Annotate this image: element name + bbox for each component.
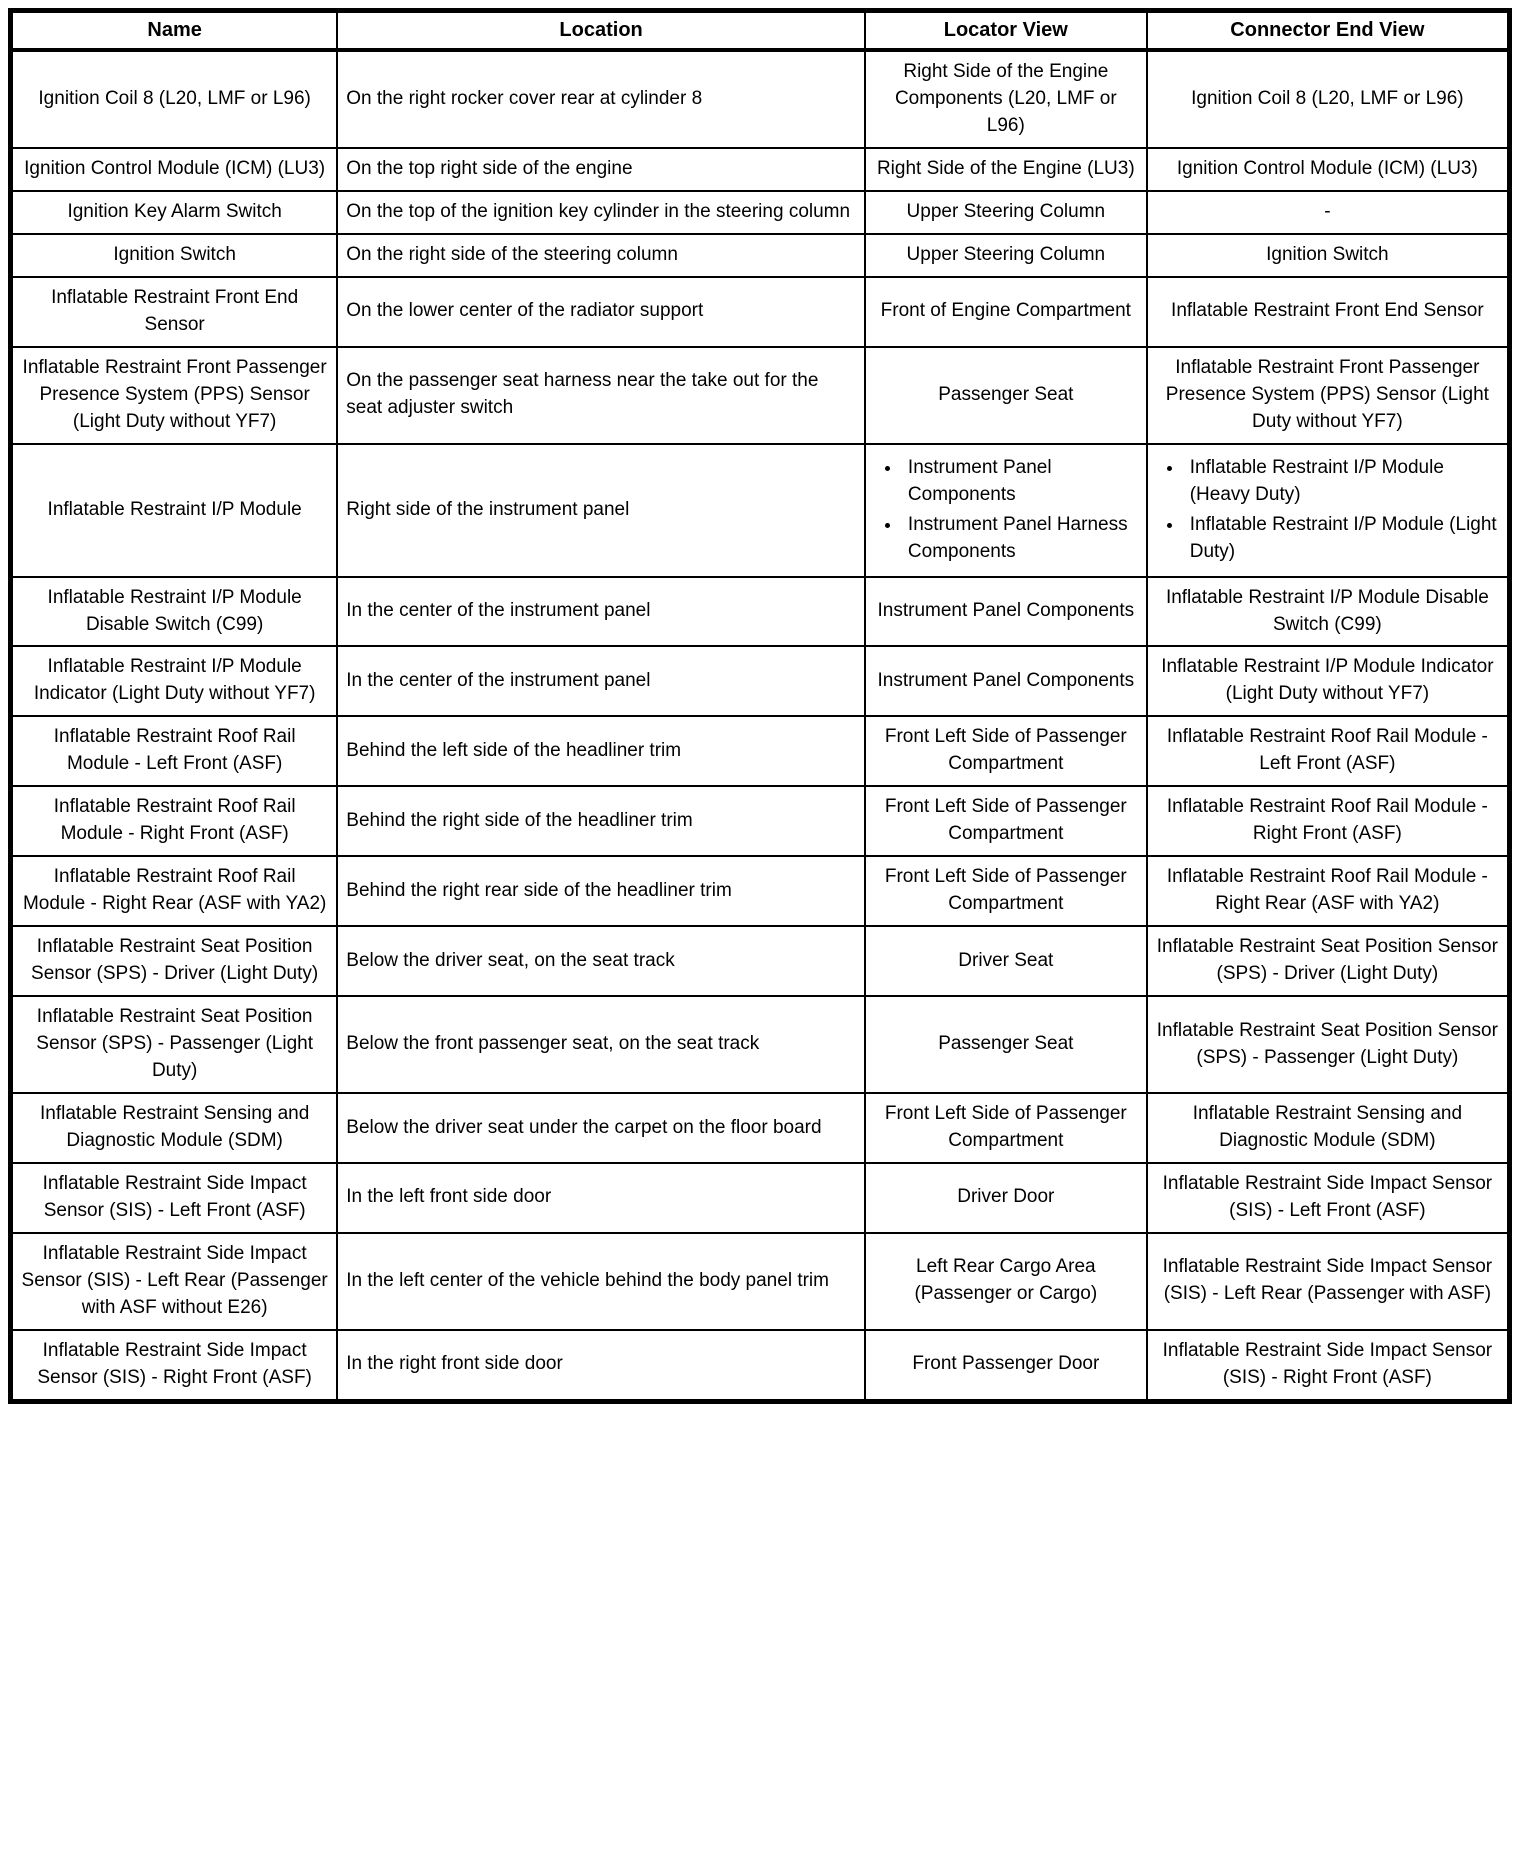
cell-name: Inflatable Restraint Front Passenger Presence System (PPS) Sensor (Light Duty without YF7)	[11, 347, 338, 444]
cell-connector-end-view: Inflatable Restraint Side Impact Sensor (SIS) - Left Front (ASF)	[1147, 1163, 1510, 1233]
cell-location: Behind the right side of the headliner trim	[337, 786, 865, 856]
cell-locator-view: Right Side of the Engine Components (L20, LMF or L96)	[865, 50, 1147, 148]
cell-name: Ignition Coil 8 (L20, LMF or L96)	[11, 50, 338, 148]
cell-name: Inflatable Restraint I/P Module Indicator (Light Duty without YF7)	[11, 646, 338, 716]
cell-connector-end-view: Inflatable Restraint I/P Module Disable Switch (C99)	[1147, 577, 1510, 647]
cell-name: Inflatable Restraint Sensing and Diagnostic Module (SDM)	[11, 1093, 338, 1163]
cell-connector-end-view: Inflatable Restraint Seat Position Sensor (SPS) - Passenger (Light Duty)	[1147, 996, 1510, 1093]
bullet-item: • Instrument Panel Harness Components	[902, 512, 1138, 566]
cell-name: Inflatable Restraint Side Impact Sensor (SIS) - Left Front (ASF)	[11, 1163, 338, 1233]
table-row	[11, 444, 1510, 577]
cell-locator-view: Passenger Seat	[865, 347, 1147, 444]
cell-location: Right side of the instrument panel	[337, 444, 865, 577]
table-row	[11, 856, 1510, 926]
cell-location: On the passenger seat harness near the take out for the seat adjuster switch	[337, 347, 865, 444]
table-row	[11, 191, 1510, 234]
table-row	[11, 148, 1510, 191]
cell-location: In the center of the instrument panel	[337, 577, 865, 647]
cell-location: On the right side of the steering column	[337, 234, 865, 277]
cell-location: Behind the left side of the headliner trim	[337, 716, 865, 786]
cell-name: Inflatable Restraint Roof Rail Module - Right Front (ASF)	[11, 786, 338, 856]
cell-connector-end-view: Ignition Coil 8 (L20, LMF or L96)	[1147, 50, 1510, 148]
cell-connector-end-view: Inflatable Restraint Side Impact Sensor (SIS) - Left Rear (Passenger with ASF)	[1147, 1233, 1510, 1330]
header-row	[11, 11, 1510, 51]
cell-locator-view: Front Left Side of Passenger Compartment	[865, 786, 1147, 856]
cell-locator-view	[865, 444, 1147, 577]
cell-connector-end-view: -	[1147, 191, 1510, 234]
bullet-item: • Inflatable Restraint I/P Module (Light Duty)	[1184, 512, 1499, 566]
cell-location: In the left center of the vehicle behind the body panel trim	[337, 1233, 865, 1330]
cell-locator-view: Front Left Side of Passenger Compartment	[865, 856, 1147, 926]
cell-name: Inflatable Restraint Side Impact Sensor (SIS) - Left Rear (Passenger with ASF without E26)	[11, 1233, 338, 1330]
cell-connector-end-view: Inflatable Restraint Seat Position Sensor (SPS) - Driver (Light Duty)	[1147, 926, 1510, 996]
cell-name: Inflatable Restraint Roof Rail Module - Left Front (ASF)	[11, 716, 338, 786]
cell-connector-end-view: Inflatable Restraint Roof Rail Module - Right Rear (ASF with YA2)	[1147, 856, 1510, 926]
cell-name: Ignition Key Alarm Switch	[11, 191, 338, 234]
cell-connector-end-view: Inflatable Restraint Roof Rail Module - Right Front (ASF)	[1147, 786, 1510, 856]
cell-location: Behind the right rear side of the headliner trim	[337, 856, 865, 926]
cell-connector-end-view: Inflatable Restraint Sensing and Diagnostic Module (SDM)	[1147, 1093, 1510, 1163]
column-header-connector-end-view: Connector End View	[1147, 11, 1510, 51]
cell-location: On the top right side of the engine	[337, 148, 865, 191]
table-row	[11, 1330, 1510, 1401]
cell-connector-end-view: Ignition Switch	[1147, 234, 1510, 277]
table-row	[11, 996, 1510, 1093]
cell-location: On the lower center of the radiator support	[337, 277, 865, 347]
table-row	[11, 234, 1510, 277]
cell-location: In the left front side door	[337, 1163, 865, 1233]
table-row	[11, 716, 1510, 786]
table-row	[11, 786, 1510, 856]
cell-locator-view: Instrument Panel Components	[865, 577, 1147, 647]
cell-locator-view: Driver Seat	[865, 926, 1147, 996]
column-header-locator-view: Locator View	[865, 11, 1147, 51]
table-row	[11, 50, 1510, 148]
table-row	[11, 347, 1510, 444]
table-row	[11, 926, 1510, 996]
cell-connector-end-view: Inflatable Restraint Front End Sensor	[1147, 277, 1510, 347]
cell-connector-end-view: Ignition Control Module (ICM) (LU3)	[1147, 148, 1510, 191]
cell-location: Below the driver seat, on the seat track	[337, 926, 865, 996]
table-row	[11, 1093, 1510, 1163]
cell-locator-view: Instrument Panel Components	[865, 646, 1147, 716]
cell-locator-view: Driver Door	[865, 1163, 1147, 1233]
cell-location: On the right rocker cover rear at cylinder 8	[337, 50, 865, 148]
cell-locator-view: Right Side of the Engine (LU3)	[865, 148, 1147, 191]
cell-locator-view: Passenger Seat	[865, 996, 1147, 1093]
cell-connector-end-view	[1147, 444, 1510, 577]
cell-locator-view: Upper Steering Column	[865, 191, 1147, 234]
table-row	[11, 1233, 1510, 1330]
cell-location: On the top of the ignition key cylinder in the steering column	[337, 191, 865, 234]
cell-connector-end-view: Inflatable Restraint Roof Rail Module - Left Front (ASF)	[1147, 716, 1510, 786]
cell-locator-view: Front Passenger Door	[865, 1330, 1147, 1401]
cell-name: Inflatable Restraint I/P Module Disable Switch (C99)	[11, 577, 338, 647]
table-row	[11, 646, 1510, 716]
cell-name: Inflatable Restraint Front End Sensor	[11, 277, 338, 347]
cell-location: In the center of the instrument panel	[337, 646, 865, 716]
cell-name: Inflatable Restraint Seat Position Sensor (SPS) - Passenger (Light Duty)	[11, 996, 338, 1093]
column-header-location: Location	[337, 11, 865, 51]
cell-name: Ignition Switch	[11, 234, 338, 277]
cell-locator-view: Upper Steering Column	[865, 234, 1147, 277]
bullet-item: • Instrument Panel Components	[902, 455, 1138, 509]
bullet-list	[874, 455, 1138, 566]
column-header-name: Name	[11, 11, 338, 51]
cell-name: Inflatable Restraint I/P Module	[11, 444, 338, 577]
bullet-item: • Inflatable Restraint I/P Module (Heavy Duty)	[1184, 455, 1499, 509]
table-row	[11, 577, 1510, 647]
cell-locator-view: Front Left Side of Passenger Compartment	[865, 1093, 1147, 1163]
cell-name: Inflatable Restraint Side Impact Sensor (SIS) - Right Front (ASF)	[11, 1330, 338, 1401]
cell-locator-view: Left Rear Cargo Area (Passenger or Cargo)	[865, 1233, 1147, 1330]
component-locator-table	[8, 8, 1512, 1404]
table-row	[11, 1163, 1510, 1233]
cell-connector-end-view: Inflatable Restraint I/P Module Indicator (Light Duty without YF7)	[1147, 646, 1510, 716]
cell-name: Inflatable Restraint Seat Position Sensor (SPS) - Driver (Light Duty)	[11, 926, 338, 996]
cell-connector-end-view: Inflatable Restraint Front Passenger Presence System (PPS) Sensor (Light Duty without YF7)	[1147, 347, 1510, 444]
cell-name: Ignition Control Module (ICM) (LU3)	[11, 148, 338, 191]
cell-location: In the right front side door	[337, 1330, 865, 1401]
cell-name: Inflatable Restraint Roof Rail Module - Right Rear (ASF with YA2)	[11, 856, 338, 926]
cell-location: Below the front passenger seat, on the seat track	[337, 996, 865, 1093]
cell-locator-view: Front Left Side of Passenger Compartment	[865, 716, 1147, 786]
cell-locator-view: Front of Engine Compartment	[865, 277, 1147, 347]
bullet-list	[1156, 455, 1499, 566]
table-row	[11, 277, 1510, 347]
table-body	[11, 50, 1510, 1401]
cell-connector-end-view: Inflatable Restraint Side Impact Sensor (SIS) - Right Front (ASF)	[1147, 1330, 1510, 1401]
table-header	[11, 11, 1510, 51]
cell-location: Below the driver seat under the carpet on the floor board	[337, 1093, 865, 1163]
